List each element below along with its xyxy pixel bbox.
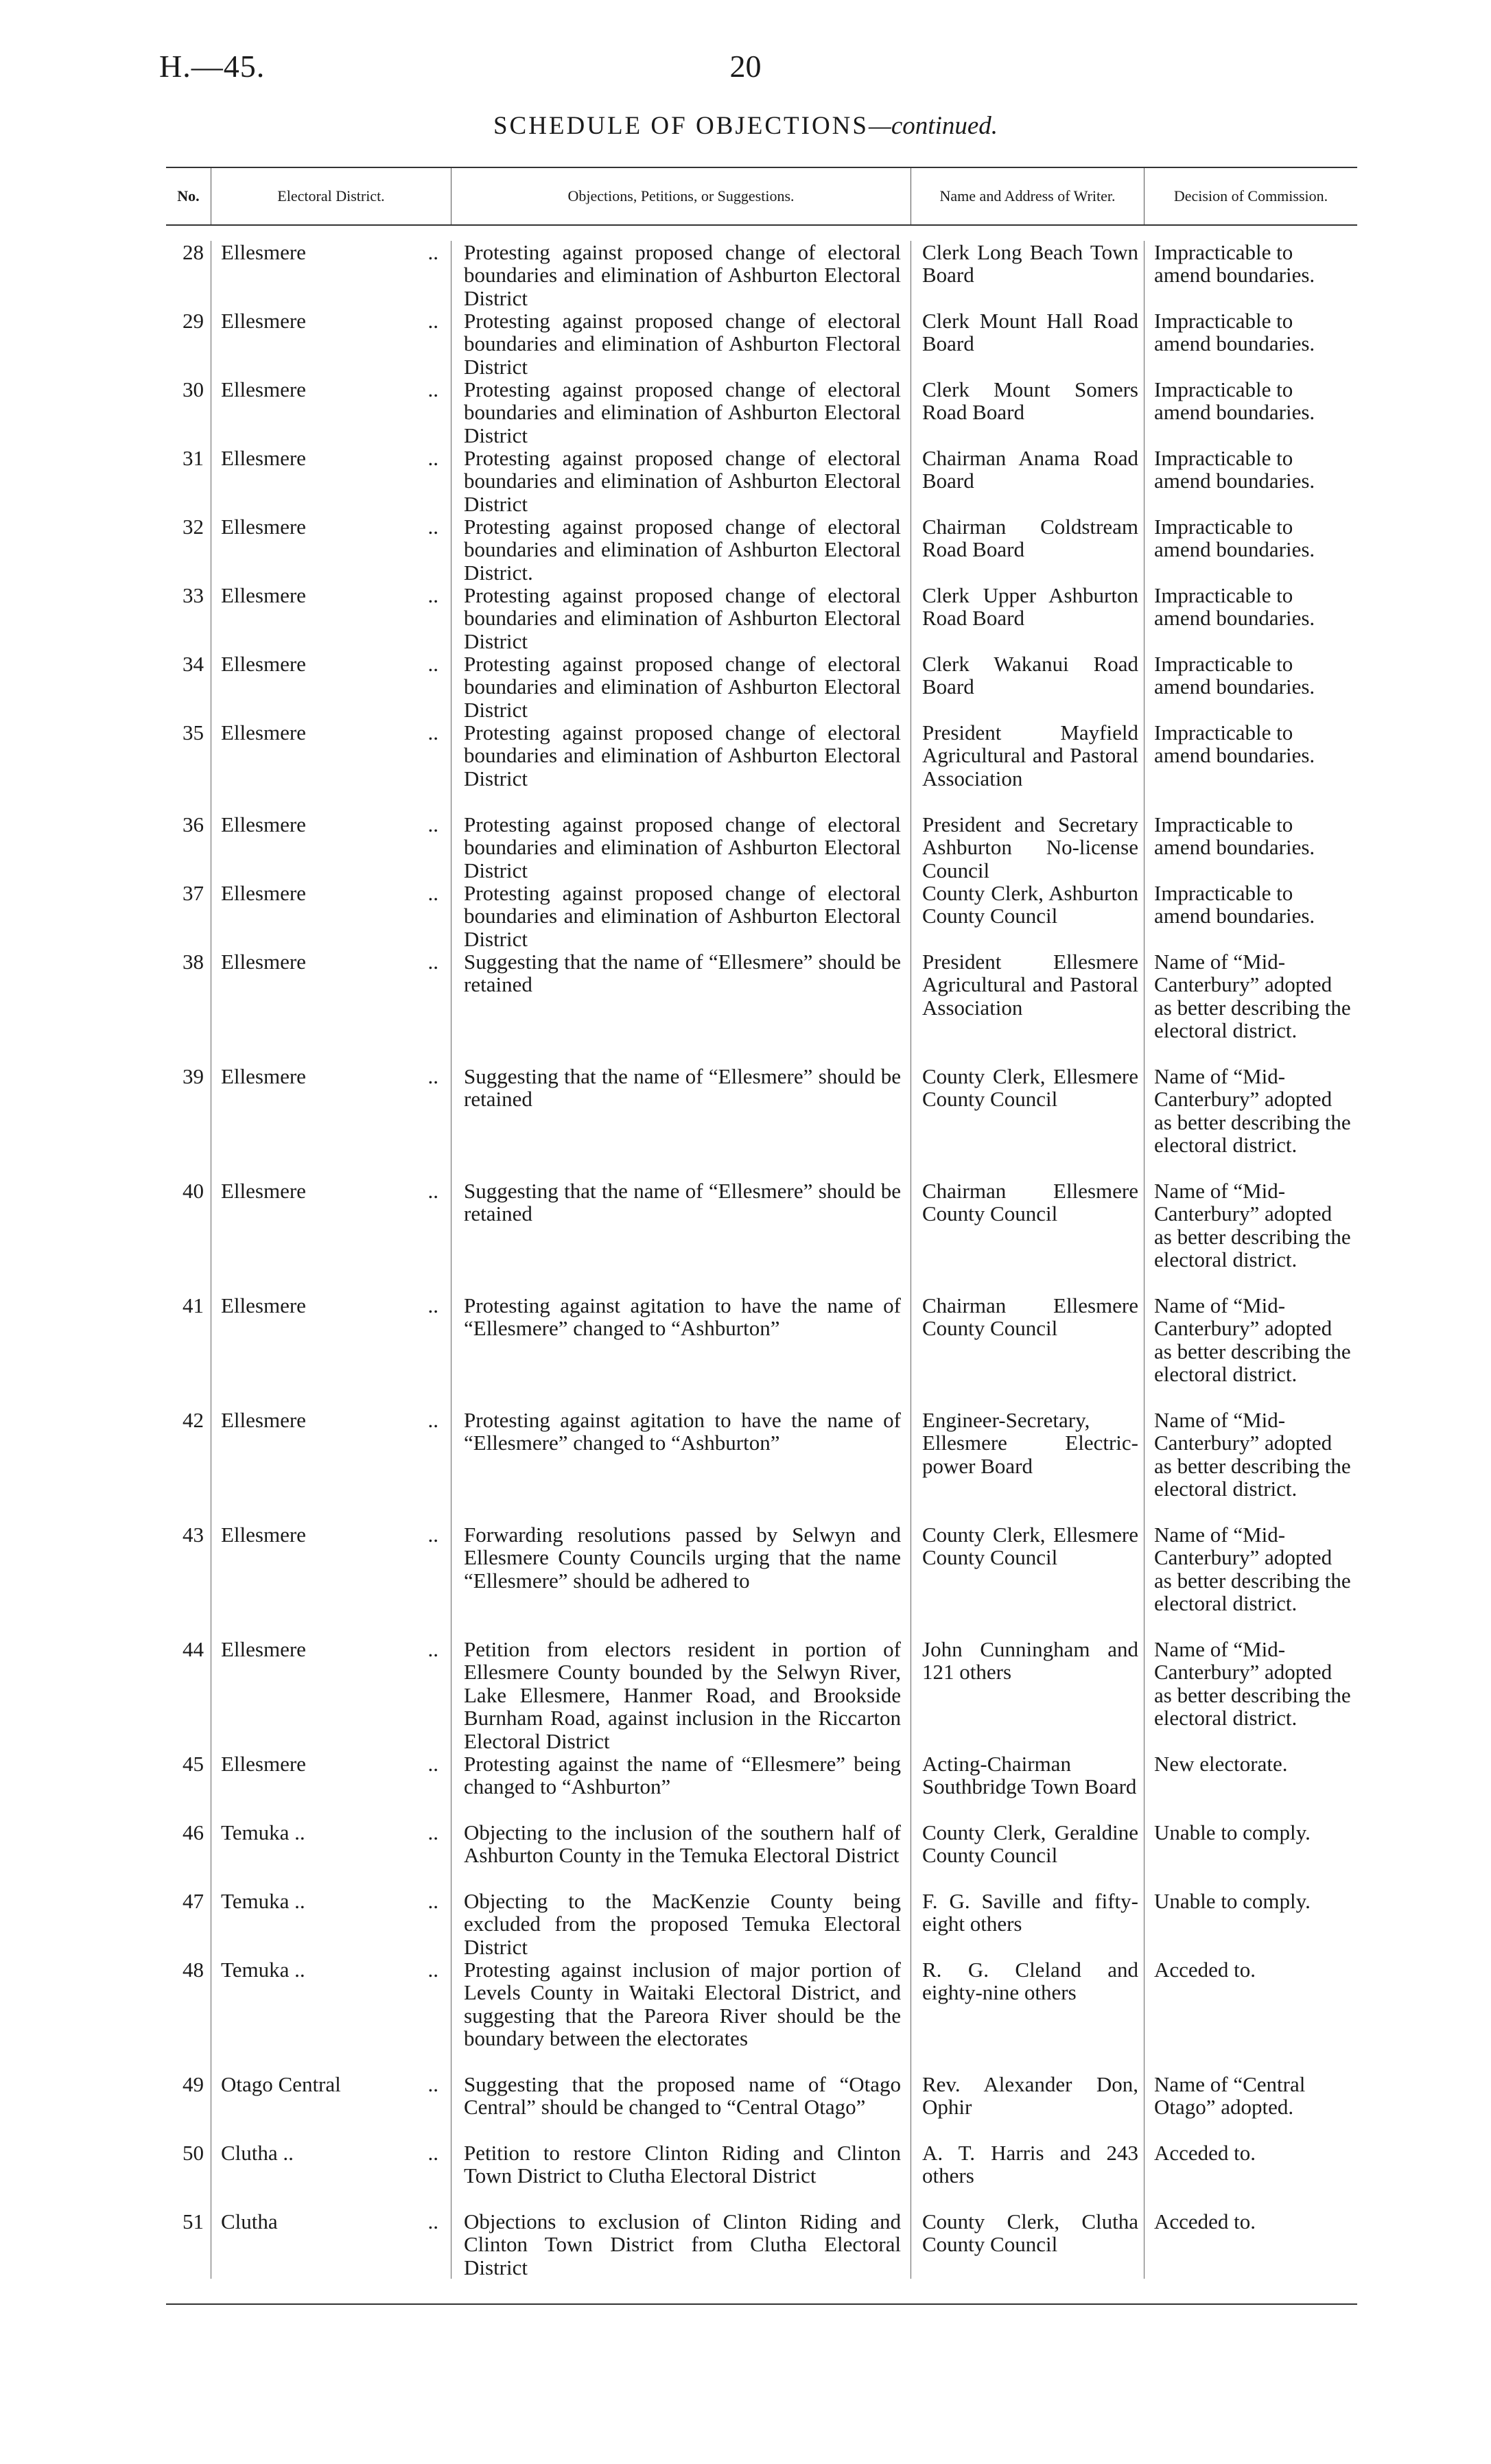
row-writer: Clerk Long Beach Town Board	[911, 241, 1144, 309]
row-district-name: Ellesmere	[221, 1752, 306, 1776]
row-objection: Protesting against proposed change of electoral boundaries and elimination of Ashburton Electoral District	[451, 653, 911, 721]
row-district-name: Ellesmere	[221, 1179, 306, 1203]
table-row	[166, 1409, 1357, 1523]
schedule-title	[0, 111, 1491, 141]
row-writer: County Clerk, Geraldine County Council	[911, 1821, 1144, 1890]
row-leader-dots: ..	[427, 446, 438, 470]
row-writer: County Clerk, Ellesmere County Council	[911, 1523, 1144, 1638]
row-no: 37	[166, 882, 211, 950]
row-decision: Name of “Mid-Canterbury” adopted as better describing the electoral district.	[1154, 1523, 1351, 1616]
row-no: 33	[166, 584, 211, 653]
row-district-name: Ellesmere	[221, 240, 306, 264]
row-writer: A. T. Harris and 243 others	[911, 2142, 1144, 2210]
row-writer: County Clerk, Ellesmere County Council	[911, 1065, 1144, 1180]
row-district-name: Ellesmere	[221, 881, 306, 905]
row-objection: Protesting against proposed change of electoral boundaries and elimination of Ashburton Electoral District	[451, 378, 911, 447]
row-district-name: Ellesmere	[221, 812, 306, 836]
row-leader-dots: ..	[427, 1889, 438, 1913]
row-writer: President Ellesmere Agricultural and Pastoral Association	[911, 950, 1144, 1065]
row-decision: Acceded to.	[1154, 2209, 1256, 2233]
row-objection: Suggesting that the name of “Ellesmere” should be retained	[451, 1065, 911, 1180]
row-objection: Protesting against proposed change of electoral boundaries and elimination of Ashburton Flectoral District	[451, 309, 911, 378]
row-writer: Rev. Alexander Don, Ophir	[911, 2073, 1144, 2142]
row-decision: Name of “Mid-Canterbury” adopted as better describing the electoral district.	[1154, 1408, 1351, 1501]
row-decision: Impracticable to amend boundaries.	[1154, 812, 1315, 860]
row-leader-dots: ..	[427, 652, 438, 676]
row-district	[211, 2142, 451, 2210]
row-leader-dots: ..	[427, 240, 438, 264]
row-writer: Engineer-Secretary, Ellesmere Electric-power Board	[911, 1409, 1144, 1523]
row-writer: Chairman Coldstream Road Board	[911, 515, 1144, 584]
table-row	[166, 1752, 1357, 1821]
row-district-name: Clutha	[221, 2209, 278, 2233]
row-district-name: Ellesmere	[221, 309, 306, 333]
row-district-name: Ellesmere	[221, 1064, 306, 1088]
row-district-name: Temuka ..	[221, 1820, 305, 1844]
table-row	[166, 882, 1357, 950]
row-district	[211, 309, 451, 378]
objections-table	[166, 167, 1357, 2305]
header-objection: Objections, Petitions, or Suggestions.	[451, 168, 911, 224]
row-decision: Unable to comply.	[1154, 1889, 1311, 1913]
row-no: 39	[166, 1065, 211, 1180]
row-leader-dots: ..	[427, 1637, 438, 1661]
row-no: 41	[166, 1294, 211, 1409]
row-district-name: Ellesmere	[221, 377, 306, 401]
table-row	[166, 309, 1357, 378]
row-writer: F. G. Saville and fifty-eight others	[911, 1890, 1144, 1958]
row-objection: Protesting against agitation to have the name of “Ellesmere” changed to “Ashburton”	[451, 1409, 911, 1523]
table-row	[166, 2073, 1357, 2142]
row-writer: Acting-Chairman Southbridge Town Board	[911, 1752, 1144, 1821]
row-district-name: Temuka ..	[221, 1889, 305, 1913]
row-writer: Clerk Mount Somers Road Board	[911, 378, 1144, 447]
header-district: Electoral District.	[211, 168, 451, 224]
row-district-name: Ellesmere	[221, 1293, 306, 1317]
row-no: 32	[166, 515, 211, 584]
row-leader-dots: ..	[427, 1179, 438, 1203]
row-objection: Suggesting that the proposed name of “Otago Central” should be changed to “Central Otago”	[451, 2073, 911, 2142]
row-no: 35	[166, 721, 211, 813]
row-leader-dots: ..	[427, 1523, 438, 1547]
row-writer: Clerk Mount Hall Road Board	[911, 309, 1144, 378]
row-decision: Impracticable to amend boundaries.	[1154, 652, 1315, 699]
table-row	[166, 950, 1357, 1065]
row-district-name: Ellesmere	[221, 652, 306, 676]
table-row	[166, 584, 1357, 653]
table-body	[166, 226, 1357, 2303]
row-no: 43	[166, 1523, 211, 1638]
table-row	[166, 1180, 1357, 1294]
row-objection: Objections to exclusion of Clinton Riding and Clinton Town District from Clutha Electoral District	[451, 2210, 911, 2279]
row-leader-dots: ..	[427, 1958, 438, 1982]
table-row	[166, 1890, 1357, 1958]
row-district-name: Ellesmere	[221, 446, 306, 470]
row-district	[211, 1180, 451, 1294]
row-no: 30	[166, 378, 211, 447]
row-no: 49	[166, 2073, 211, 2142]
row-objection: Objecting to the inclusion of the southern half of Ashburton County in the Temuka Electoral District	[451, 1821, 911, 1890]
table-row	[166, 721, 1357, 813]
header-no: No.	[166, 168, 211, 224]
row-leader-dots: ..	[427, 1820, 438, 1844]
row-district	[211, 721, 451, 813]
row-writer: President and Secretary Ashburton No-license Council	[911, 813, 1144, 882]
row-objection: Petition from electors resident in portion of Ellesmere County bounded by the Selwyn River, Lake Ellesmere, Hanmer Road, and Brookside Burnham Road, against inclusion in the Riccarton Electoral District	[451, 1638, 911, 1752]
row-writer: John Cunningham and 121 others	[911, 1638, 1144, 1752]
table-row	[166, 1065, 1357, 1180]
row-no: 45	[166, 1752, 211, 1821]
row-decision: Impracticable to amend boundaries.	[1154, 446, 1315, 493]
row-no: 50	[166, 2142, 211, 2210]
row-decision: Name of “Central Otago” adopted.	[1154, 2072, 1306, 2120]
row-leader-dots: ..	[427, 1293, 438, 1317]
row-objection: Protesting against proposed change of electoral boundaries and elimination of Ashburton Electoral District.	[451, 515, 911, 584]
row-district	[211, 515, 451, 584]
row-objection: Protesting against proposed change of electoral boundaries and elimination of Ashburton Electoral District	[451, 584, 911, 653]
row-district-name: Clutha ..	[221, 2141, 294, 2165]
table-row	[166, 2142, 1357, 2210]
row-decision: Unable to comply.	[1154, 1820, 1311, 1844]
row-decision: Impracticable to amend boundaries.	[1154, 720, 1315, 768]
row-decision: Impracticable to amend boundaries.	[1154, 515, 1315, 562]
row-district	[211, 1065, 451, 1180]
row-leader-dots: ..	[427, 720, 438, 744]
table-header	[166, 168, 1357, 226]
row-district	[211, 950, 451, 1065]
row-writer: Chairman Anama Road Board	[911, 447, 1144, 515]
row-objection: Protesting against proposed change of electoral boundaries and elimination of Ashburton Electoral District	[451, 721, 911, 813]
row-no: 36	[166, 813, 211, 882]
table-row	[166, 2210, 1357, 2279]
row-leader-dots: ..	[427, 2072, 438, 2096]
row-objection: Suggesting that the name of “Ellesmere” should be retained	[451, 1180, 911, 1294]
row-no: 42	[166, 1409, 211, 1523]
table-row	[166, 1958, 1357, 2073]
table-row	[166, 813, 1357, 882]
row-objection: Protesting against proposed change of electoral boundaries and elimination of Ashburton Electoral District	[451, 882, 911, 950]
row-district-name: Ellesmere	[221, 583, 306, 607]
row-decision: Name of “Mid-Canterbury” adopted as better describing the electoral district.	[1154, 1064, 1351, 1158]
row-no: 34	[166, 653, 211, 721]
row-leader-dots: ..	[427, 377, 438, 401]
row-objection: Protesting against proposed change of electoral boundaries and elimination of Ashburton Electoral District	[451, 813, 911, 882]
row-leader-dots: ..	[427, 515, 438, 539]
row-writer: Chairman Ellesmere County Council	[911, 1180, 1144, 1294]
row-objection: Objecting to the MacKenzie County being excluded from the proposed Temuka Electoral District	[451, 1890, 911, 1958]
row-district	[211, 813, 451, 882]
row-leader-dots: ..	[427, 950, 438, 974]
row-decision: Name of “Mid-Canterbury” adopted as better describing the electoral district.	[1154, 1637, 1351, 1730]
row-district	[211, 653, 451, 721]
row-objection: Protesting against agitation to have the name of “Ellesmere” changed to “Ashburton”	[451, 1294, 911, 1409]
row-district	[211, 378, 451, 447]
row-writer: County Clerk, Clutha County Council	[911, 2210, 1144, 2279]
row-leader-dots: ..	[427, 1752, 438, 1776]
table-row	[166, 1294, 1357, 1409]
row-district	[211, 1523, 451, 1638]
row-no: 48	[166, 1958, 211, 2073]
schedule-title-main: SCHEDULE OF OBJECTIONS	[493, 112, 869, 140]
row-decision: New electorate.	[1154, 1752, 1288, 1776]
row-objection: Protesting against proposed change of electoral boundaries and elimination of Ashburton Electoral District	[451, 447, 911, 515]
row-decision: Acceded to.	[1154, 1958, 1256, 1982]
row-writer: Clerk Wakanui Road Board	[911, 653, 1144, 721]
row-writer: President Mayfield Agricultural and Pastoral Association	[911, 721, 1144, 813]
row-no: 47	[166, 1890, 211, 1958]
row-district-name: Otago Central	[221, 2072, 341, 2096]
row-writer: Chairman Ellesmere County Council	[911, 1294, 1144, 1409]
row-objection: Protesting against proposed change of electoral boundaries and elimination of Ashburton Electoral District	[451, 241, 911, 309]
row-leader-dots: ..	[427, 309, 438, 333]
row-leader-dots: ..	[427, 812, 438, 836]
row-district-name: Ellesmere	[221, 515, 306, 539]
row-district-name: Ellesmere	[221, 1637, 306, 1661]
row-district-name: Ellesmere	[221, 1523, 306, 1547]
row-leader-dots: ..	[427, 2209, 438, 2233]
row-leader-dots: ..	[427, 1408, 438, 1432]
row-no: 51	[166, 2210, 211, 2279]
table-row	[166, 378, 1357, 447]
row-leader-dots: ..	[427, 1064, 438, 1088]
row-district	[211, 2210, 451, 2279]
row-leader-dots: ..	[427, 583, 438, 607]
row-objection: Forwarding resolutions passed by Selwyn and Ellesmere County Councils urging that the name “Ellesmere” should be adhered to	[451, 1523, 911, 1638]
row-district	[211, 2073, 451, 2142]
row-no: 46	[166, 1821, 211, 1890]
table-row	[166, 1638, 1357, 1752]
row-district	[211, 1752, 451, 1821]
header-writer: Name and Address of Writer.	[911, 168, 1144, 224]
row-no: 40	[166, 1180, 211, 1294]
row-district	[211, 241, 451, 309]
document-reference: H.—45.	[159, 49, 266, 84]
row-district	[211, 1890, 451, 1958]
table-row	[166, 653, 1357, 721]
row-decision: Name of “Mid-Canterbury” adopted as better describing the electoral district.	[1154, 1293, 1351, 1387]
row-district	[211, 447, 451, 515]
row-district	[211, 1821, 451, 1890]
row-district-name: Ellesmere	[221, 720, 306, 744]
row-no: 28	[166, 241, 211, 309]
row-district	[211, 1294, 451, 1409]
row-district	[211, 1958, 451, 2073]
row-no: 44	[166, 1638, 211, 1752]
row-decision: Impracticable to amend boundaries.	[1154, 583, 1315, 631]
table-row	[166, 447, 1357, 515]
row-no: 38	[166, 950, 211, 1065]
table-row	[166, 241, 1357, 309]
row-objection: Protesting against the name of “Ellesmere” being changed to “Ashburton”	[451, 1752, 911, 1821]
row-district-name: Ellesmere	[221, 1408, 306, 1432]
row-writer: R. G. Cleland and eighty-nine others	[911, 1958, 1144, 2073]
row-district-name: Ellesmere	[221, 950, 306, 974]
row-objection: Protesting against inclusion of major portion of Levels County in Waitaki Electoral District, and suggesting that the Pareora River should be the boundary between the electorates	[451, 1958, 911, 2073]
row-writer: County Clerk, Ashburton County Council	[911, 882, 1144, 950]
row-district	[211, 1638, 451, 1752]
row-objection: Petition to restore Clinton Riding and Clinton Town District to Clutha Electoral District	[451, 2142, 911, 2210]
header-decision: Decision of Commission.	[1173, 187, 1328, 204]
row-decision: Name of “Mid-Canterbury” adopted as better describing the electoral district.	[1154, 950, 1351, 1043]
row-district	[211, 882, 451, 950]
row-no: 29	[166, 309, 211, 378]
row-decision: Impracticable to amend boundaries.	[1154, 377, 1315, 425]
table-row	[166, 1821, 1357, 1890]
row-no: 31	[166, 447, 211, 515]
row-decision: Impracticable to amend boundaries.	[1154, 309, 1315, 356]
schedule-title-continued: —continued.	[868, 112, 998, 140]
row-leader-dots: ..	[427, 2141, 438, 2165]
row-decision: Acceded to.	[1154, 2141, 1256, 2165]
table-row	[166, 1523, 1357, 1638]
row-district	[211, 1409, 451, 1523]
row-objection: Suggesting that the name of “Ellesmere” should be retained	[451, 950, 911, 1065]
row-decision: Impracticable to amend boundaries.	[1154, 881, 1315, 928]
row-writer: Clerk Upper Ashburton Road Board	[911, 584, 1144, 653]
row-district-name: Temuka ..	[221, 1958, 305, 1982]
page-number: 20	[729, 49, 762, 84]
row-leader-dots: ..	[427, 881, 438, 905]
row-decision: Impracticable to amend boundaries.	[1154, 240, 1315, 288]
row-decision: Name of “Mid-Canterbury” adopted as better describing the electoral district.	[1154, 1179, 1351, 1272]
table-row	[166, 515, 1357, 584]
row-district	[211, 584, 451, 653]
